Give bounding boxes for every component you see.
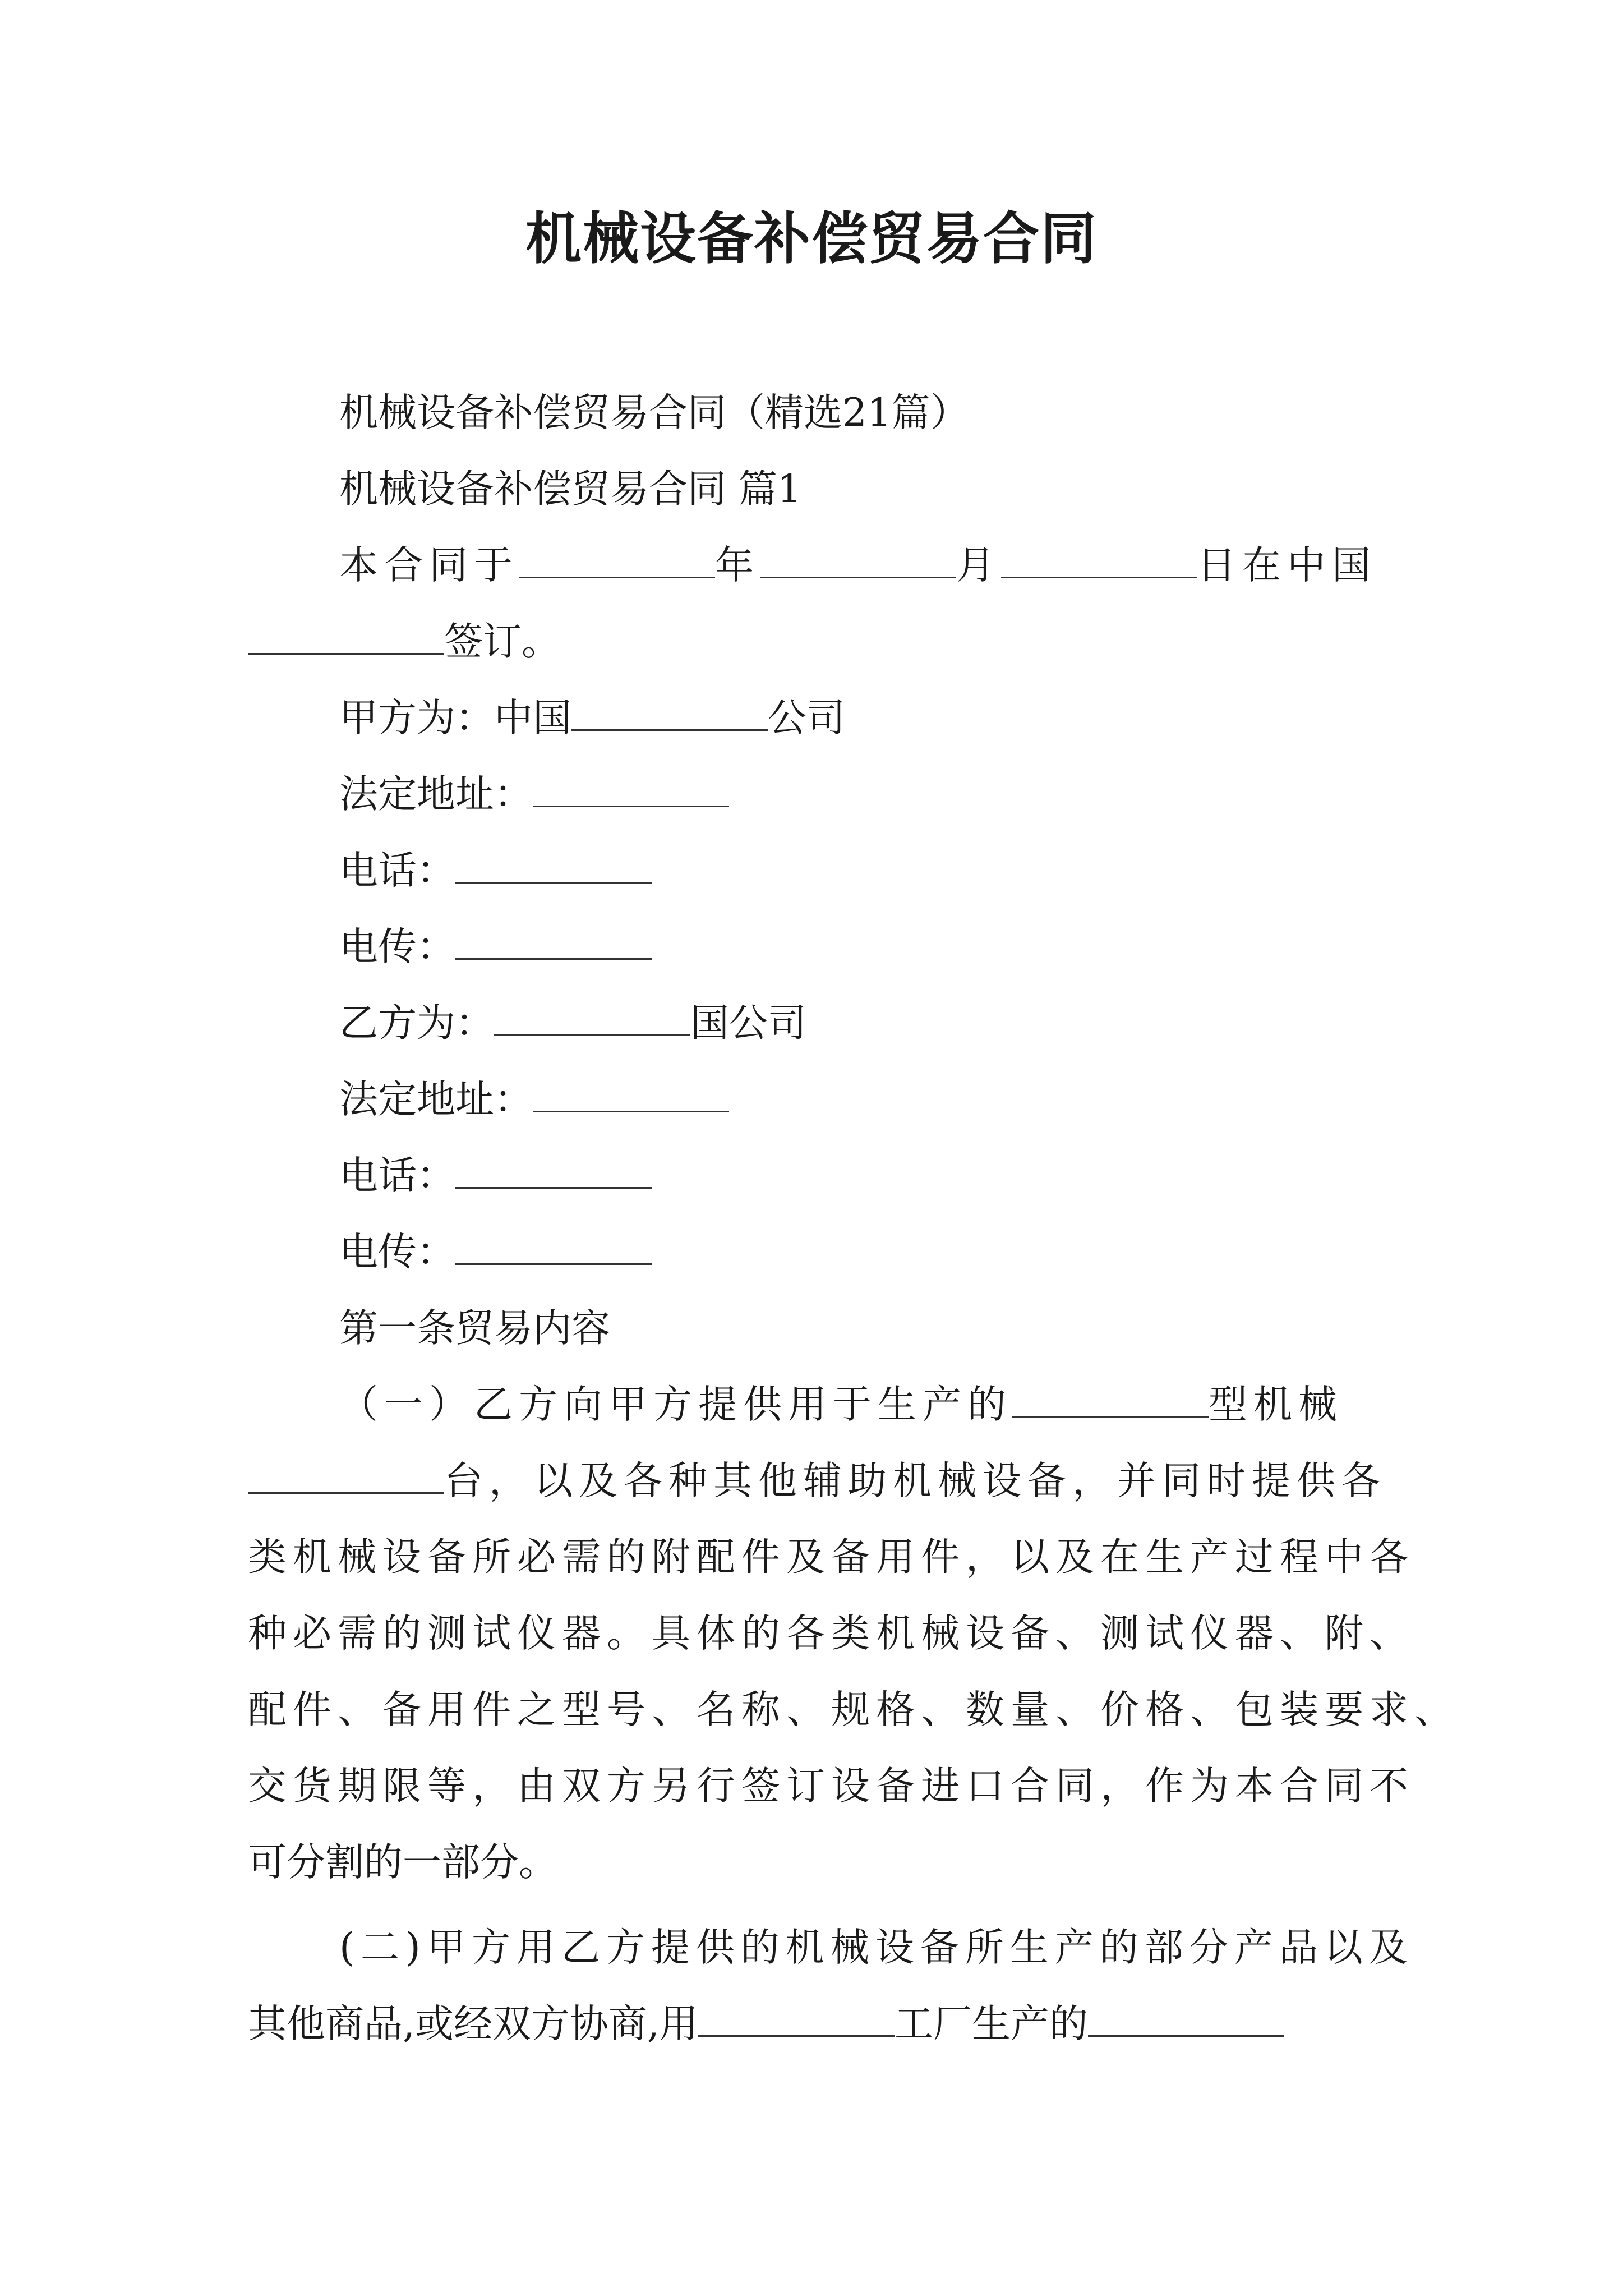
document-title: 机械设备补偿贸易合同 [525,205,1098,272]
clause-2-text-2b: 工厂生产的 [894,2001,1088,2046]
party-a-fax-blank [455,927,652,960]
sign-end: 签订。 [444,619,560,664]
party-b-phone-line [248,1138,1384,1214]
party-a-fax-label: 电传： [339,924,455,969]
party-a-phone-label: 电话： [339,848,455,893]
document-body [248,375,1459,2062]
clause-1-text-3: 类机械设备所必需的附配件及备用件，以及在生产过程中各 [248,1535,1414,1580]
party-a-phone-blank [455,850,652,884]
day-blank [1001,545,1197,578]
article-1-heading-line [248,1290,1384,1366]
party-a-fax-line [248,909,1384,985]
clause-1-line-6 [248,1748,1414,1824]
clause-1-line-3 [248,1519,1414,1595]
party-a-name-blank [571,698,768,731]
machine-quantity-blank [248,1461,444,1494]
clause-1-text-7: 可分割的一部分。 [248,1840,557,1885]
subtitle-line [248,375,1384,451]
party-a-phone-line [248,832,1384,909]
clause-1-text-2: 台，以及各种其他辅助机械设备，并同时提供各 [444,1458,1386,1503]
party-b-suffix: 国公司 [690,1001,806,1046]
party-b-prefix: 乙方为： [339,1001,494,1046]
subtitle: 机械设备补偿贸易合同（精选21篇） [339,390,969,435]
factory-name-blank [698,2004,895,2037]
article-1-heading: 第一条贸易内容 [339,1306,610,1351]
month-blank [760,545,956,578]
place-blank [248,622,444,655]
party-b-fax-label: 电传： [339,1230,455,1274]
party-b-address-label: 法定地址： [339,1077,533,1122]
chapter-heading: 机械设备补偿贸易合同 篇1 [339,467,802,512]
party-a-prefix: 甲方为：中国 [339,696,571,740]
clause-2-text-1: (二)甲方用乙方提供的机械设备所生产的部分产品以及 [339,1925,1414,1970]
party-b-fax-blank [455,1232,652,1265]
party-a-address-label: 法定地址： [339,772,533,817]
sign-month: 月 [956,543,1001,588]
clause-1-line-2 [248,1443,1384,1519]
party-a-line [248,680,1384,756]
clause-2-line-1 [248,1910,1414,1986]
clause-1-line-7 [248,1824,1384,1901]
party-b-phone-label: 电话： [339,1153,455,1198]
clause-1-text-5: 配件、备用件之型号、名称、规格、数量、价格、包装要求、 [248,1687,1459,1732]
party-a-address-line [248,756,1384,832]
product-name-blank [1088,2004,1284,2037]
party-a-suffix: 公司 [768,696,845,740]
clause-1-line-1 [248,1366,1384,1443]
party-b-fax-line [248,1214,1384,1290]
clause-1-text-4: 种必需的测试仪器。具体的各类机械设备、测试仪器、附、 [248,1611,1414,1656]
sign-place-line [248,604,1384,680]
year-blank [519,545,715,578]
clause-2-text-2a: 其他商品,或经双方协商,用 [248,2001,698,2046]
sign-intro: 本合同于 [339,543,519,588]
party-b-phone-blank [455,1156,652,1189]
clause-1-line-4 [248,1595,1414,1672]
party-b-address-line [248,1061,1384,1138]
clause-2-line-2 [248,1986,1384,2062]
party-b-address-blank [533,1079,729,1112]
sign-year: 年 [715,543,760,588]
clause-1-line-5 [248,1672,1459,1748]
sign-day-place: 日在中国 [1197,543,1377,588]
clause-1-text-a: （一）乙方向甲方提供用于生产的 [339,1382,1012,1427]
party-b-line [248,985,1384,1061]
party-a-address-blank [533,774,729,807]
machine-model-blank [1012,1384,1209,1418]
chapter-heading-line [248,451,1384,527]
clause-1-text-b: 型机械 [1209,1382,1343,1427]
party-b-name-blank [494,1003,690,1036]
sign-date-line [248,527,1384,604]
clause-1-text-6: 交货期限等，由双方另行签订设备进口合同，作为本合同不 [248,1764,1414,1809]
